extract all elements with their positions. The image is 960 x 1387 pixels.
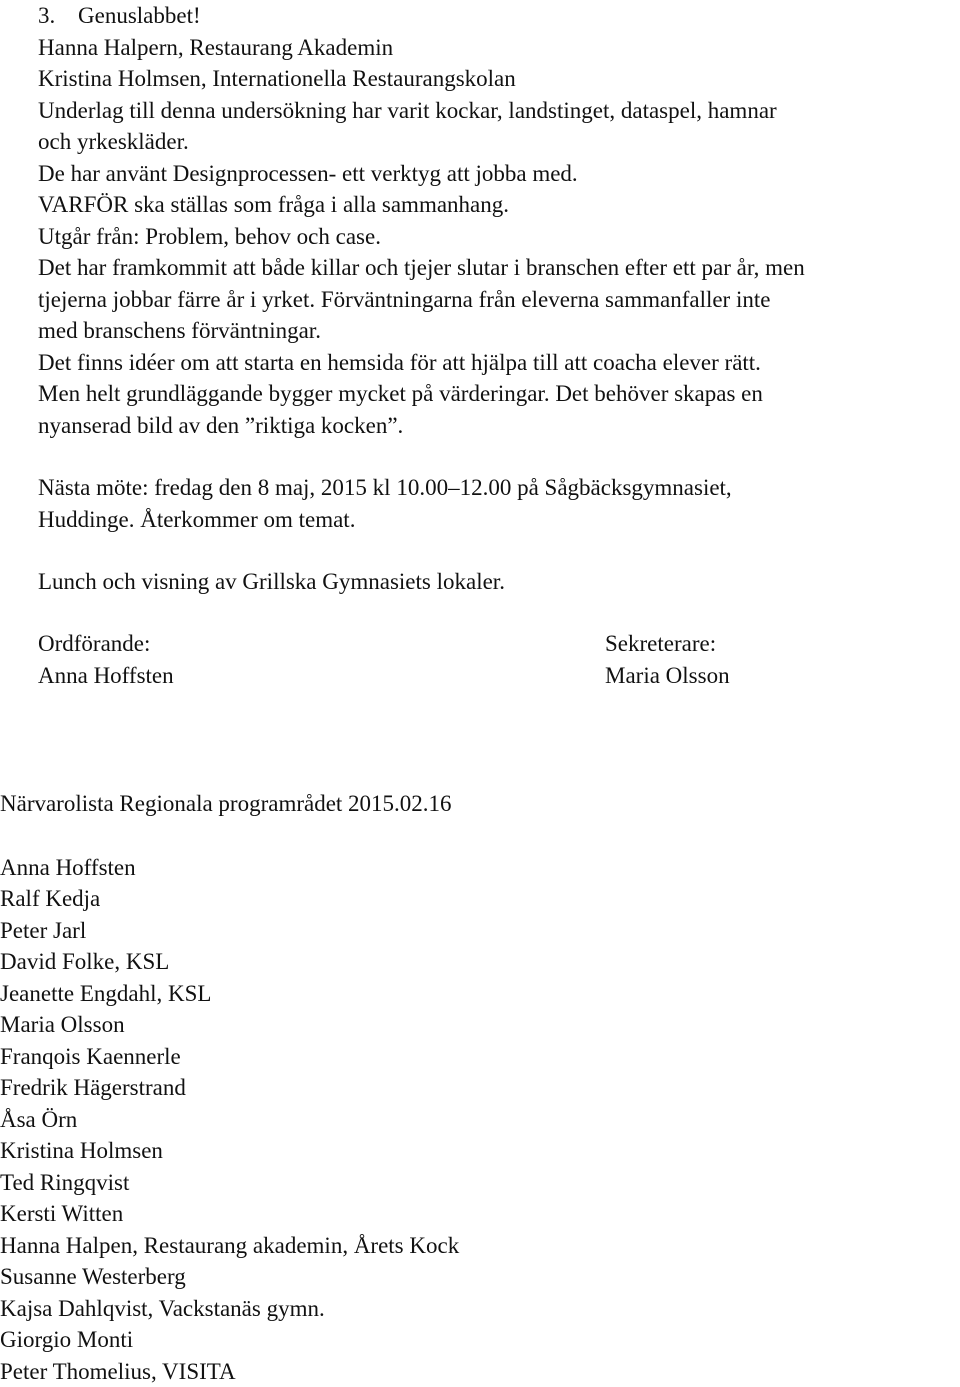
attendance-list [0, 788, 960, 1387]
attendee-name: Peter Thomelius, VISITA [0, 1358, 236, 1384]
section-line: med branschens förväntningar. [38, 318, 321, 343]
section-number: 3. [38, 3, 56, 28]
attendee-name: Peter Jarl [0, 917, 87, 943]
section-line: Underlag till denna undersökning har varit kockar, landstinget, dataspel, hamnar [38, 97, 777, 123]
attendee-name: Hanna Halpen, Restaurang akademin, Årets Kock [0, 1232, 460, 1258]
attendee-name: Susanne Westerberg [0, 1264, 186, 1289]
section-line: De har använt Designprocessen- ett verktyg att jobba med. [38, 160, 578, 186]
section-line: VARFÖR ska ställas som fråga i alla sammanhang. [38, 192, 510, 217]
section-line: Det finns idéer om att starta en hemsida för att hjälpa till att coacha elever rätt. [38, 349, 761, 375]
attendee-name: Åsa Örn [0, 1106, 78, 1132]
chair-name: Anna Hoffsten [38, 662, 174, 688]
section-line: och yrkeskläder. [38, 129, 189, 154]
attendee-name: David Folke, KSL [0, 949, 170, 974]
section-line: Hanna Halpern, Restaurang Akademin [38, 34, 394, 60]
secretary-signature [605, 628, 730, 691]
next-meeting-line: Nästa möte: fredag den 8 maj, 2015 kl 10.00–12.00 på Sågbäcksgymnasiet, [38, 475, 732, 500]
secretary-name: Maria Olsson [605, 662, 730, 688]
attendee-name: Ralf Kedja [0, 886, 101, 911]
attendee-name: Kersti Witten [0, 1201, 124, 1226]
next-meeting [38, 472, 938, 535]
attendee-name: Giorgio Monti [0, 1327, 134, 1352]
attendee-name: Maria Olsson [0, 1012, 125, 1037]
lunch-note [38, 566, 938, 598]
chair-label: Ordförande: [38, 631, 151, 656]
section-heading [38, 0, 958, 32]
section-genuslabbet [38, 0, 958, 441]
attendee-name: Ted Ringqvist [0, 1169, 130, 1195]
attendee-name: Fredrik Hägerstrand [0, 1075, 186, 1100]
attendee-name: Franqois Kaennerle [0, 1043, 181, 1069]
section-line: Kristina Holmsen, Internationella Restaurangskolan [38, 66, 516, 91]
attendance-title: Närvarolista Regionala programrådet 2015.02.16 [0, 791, 452, 816]
attendee-list [0, 852, 960, 1387]
attendee-name: Anna Hoffsten [0, 854, 136, 880]
section-line: Men helt grundläggande bygger mycket på värderingar. Det behöver skapas en [38, 381, 763, 406]
attendee-name: Kajsa Dahlqvist, Vackstanäs gymn. [0, 1295, 325, 1321]
attendee-name: Kristina Holmsen [0, 1138, 163, 1163]
attendee-name: Jeanette Engdahl, KSL [0, 980, 212, 1006]
lunch-text: Lunch och visning av Grillska Gymnasiets lokaler. [38, 569, 505, 594]
section-title: Genuslabbet! [78, 3, 201, 28]
chair-signature [38, 628, 174, 691]
section-line: Utgår från: Problem, behov och case. [38, 223, 381, 249]
section-line: tjejerna jobbar färre år i yrket. Förväntningarna från eleverna sammanfaller inte [38, 286, 771, 312]
section-line: Det har framkommit att både killar och tjejer slutar i branschen efter ett par år, men [38, 255, 805, 280]
secretary-label: Sekreterare: [605, 631, 717, 656]
next-meeting-line: Huddinge. Återkommer om temat. [38, 506, 356, 532]
section-line: nyanserad bild av den ”riktiga kocken”. [38, 412, 404, 438]
